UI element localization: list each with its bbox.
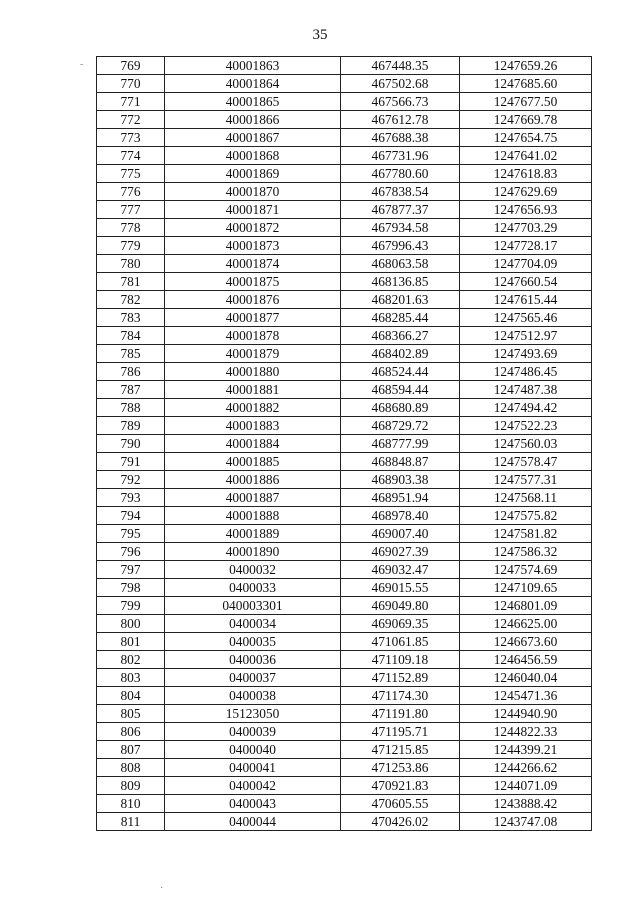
row-number-cell: 804 (97, 687, 165, 705)
point-id-cell: 0400042 (165, 777, 341, 795)
point-id-cell: 40001864 (165, 75, 341, 93)
page-number: 35 (312, 27, 328, 43)
row-number-cell: 785 (97, 345, 165, 363)
row-number-cell: 774 (97, 147, 165, 165)
point-id-cell: 0400041 (165, 759, 341, 777)
table-body (97, 57, 592, 831)
row-number-cell: 808 (97, 759, 165, 777)
y-coordinate-cell: 1246625.00 (460, 615, 592, 633)
y-coordinate-cell: 1247487.38 (460, 381, 592, 399)
point-id-cell: 0400044 (165, 813, 341, 831)
row-number-cell: 784 (97, 327, 165, 345)
point-id-cell: 40001878 (165, 327, 341, 345)
x-coordinate-cell: 468136.85 (341, 273, 460, 291)
y-coordinate-cell: 1243747.08 (460, 813, 592, 831)
table-row (97, 417, 592, 435)
table-row (97, 795, 592, 813)
x-coordinate-cell: 467612.78 (341, 111, 460, 129)
x-coordinate-cell: 469007.40 (341, 525, 460, 543)
y-coordinate-cell: 1247577.31 (460, 471, 592, 489)
scan-mark: · (160, 883, 164, 894)
x-coordinate-cell: 467731.96 (341, 147, 460, 165)
x-coordinate-cell: 468680.89 (341, 399, 460, 417)
point-id-cell: 0400038 (165, 687, 341, 705)
x-coordinate-cell: 469027.39 (341, 543, 460, 561)
row-number-cell: 788 (97, 399, 165, 417)
table-row (97, 723, 592, 741)
row-number-cell: 779 (97, 237, 165, 255)
table-row (97, 219, 592, 237)
y-coordinate-cell: 1247703.29 (460, 219, 592, 237)
point-id-cell: 40001881 (165, 381, 341, 399)
x-coordinate-cell: 467877.37 (341, 201, 460, 219)
point-id-cell: 0400032 (165, 561, 341, 579)
x-coordinate-cell: 469049.80 (341, 597, 460, 615)
table-row (97, 471, 592, 489)
row-number-cell: 778 (97, 219, 165, 237)
table-row (97, 543, 592, 561)
x-coordinate-cell: 468201.63 (341, 291, 460, 309)
table-row (97, 597, 592, 615)
table-row (97, 183, 592, 201)
table-row (97, 705, 592, 723)
point-id-cell: 40001870 (165, 183, 341, 201)
x-coordinate-cell: 470921.83 (341, 777, 460, 795)
row-number-cell: 777 (97, 201, 165, 219)
point-id-cell: 0400034 (165, 615, 341, 633)
table-row (97, 93, 592, 111)
row-number-cell: 771 (97, 93, 165, 111)
y-coordinate-cell: 1247704.09 (460, 255, 592, 273)
y-coordinate-cell: 1247629.69 (460, 183, 592, 201)
row-number-cell: 786 (97, 363, 165, 381)
point-id-cell: 40001874 (165, 255, 341, 273)
row-number-cell: 790 (97, 435, 165, 453)
x-coordinate-cell: 471152.89 (341, 669, 460, 687)
row-number-cell: 798 (97, 579, 165, 597)
x-coordinate-cell: 471191.80 (341, 705, 460, 723)
x-coordinate-cell: 467780.60 (341, 165, 460, 183)
x-coordinate-cell: 471174.30 (341, 687, 460, 705)
x-coordinate-cell: 468285.44 (341, 309, 460, 327)
table-row (97, 399, 592, 417)
x-coordinate-cell: 469032.47 (341, 561, 460, 579)
table-row (97, 165, 592, 183)
point-id-cell: 40001871 (165, 201, 341, 219)
point-id-cell: 40001877 (165, 309, 341, 327)
x-coordinate-cell: 467688.38 (341, 129, 460, 147)
x-coordinate-cell: 470426.02 (341, 813, 460, 831)
x-coordinate-cell: 468063.58 (341, 255, 460, 273)
table-row (97, 435, 592, 453)
point-id-cell: 040003301 (165, 597, 341, 615)
point-id-cell: 40001887 (165, 489, 341, 507)
x-coordinate-cell: 468524.44 (341, 363, 460, 381)
y-coordinate-cell: 1247656.93 (460, 201, 592, 219)
y-coordinate-cell: 1244399.21 (460, 741, 592, 759)
row-number-cell: 783 (97, 309, 165, 327)
point-id-cell: 40001869 (165, 165, 341, 183)
row-number-cell: 782 (97, 291, 165, 309)
y-coordinate-cell: 1247669.78 (460, 111, 592, 129)
y-coordinate-cell: 1247574.69 (460, 561, 592, 579)
y-coordinate-cell: 1247677.50 (460, 93, 592, 111)
x-coordinate-cell: 468903.38 (341, 471, 460, 489)
point-id-cell: 0400036 (165, 651, 341, 669)
y-coordinate-cell: 1247641.02 (460, 147, 592, 165)
point-id-cell: 40001865 (165, 93, 341, 111)
y-coordinate-cell: 1247568.11 (460, 489, 592, 507)
table-row (97, 651, 592, 669)
table-row (97, 579, 592, 597)
x-coordinate-cell: 468848.87 (341, 453, 460, 471)
y-coordinate-cell: 1247615.44 (460, 291, 592, 309)
x-coordinate-cell: 467566.73 (341, 93, 460, 111)
point-id-cell: 40001873 (165, 237, 341, 255)
y-coordinate-cell: 1246673.60 (460, 633, 592, 651)
y-coordinate-cell: 1247685.60 (460, 75, 592, 93)
x-coordinate-cell: 468402.89 (341, 345, 460, 363)
table-row (97, 201, 592, 219)
point-id-cell: 40001880 (165, 363, 341, 381)
point-id-cell: 40001884 (165, 435, 341, 453)
row-number-cell: 770 (97, 75, 165, 93)
scan-mark: ˜ (80, 63, 84, 74)
row-number-cell: 799 (97, 597, 165, 615)
point-id-cell: 40001876 (165, 291, 341, 309)
row-number-cell: 769 (97, 57, 165, 75)
table-row (97, 147, 592, 165)
point-id-cell: 40001890 (165, 543, 341, 561)
y-coordinate-cell: 1247578.47 (460, 453, 592, 471)
x-coordinate-cell: 467934.58 (341, 219, 460, 237)
table-row (97, 345, 592, 363)
row-number-cell: 797 (97, 561, 165, 579)
table-row (97, 687, 592, 705)
y-coordinate-cell: 1247493.69 (460, 345, 592, 363)
row-number-cell: 773 (97, 129, 165, 147)
y-coordinate-cell: 1245471.36 (460, 687, 592, 705)
x-coordinate-cell: 471253.86 (341, 759, 460, 777)
table-row (97, 489, 592, 507)
row-number-cell: 789 (97, 417, 165, 435)
x-coordinate-cell: 470605.55 (341, 795, 460, 813)
table-row (97, 129, 592, 147)
point-id-cell: 40001886 (165, 471, 341, 489)
row-number-cell: 803 (97, 669, 165, 687)
point-id-cell: 15123050 (165, 705, 341, 723)
y-coordinate-cell: 1247109.65 (460, 579, 592, 597)
row-number-cell: 805 (97, 705, 165, 723)
x-coordinate-cell: 467448.35 (341, 57, 460, 75)
point-id-cell: 40001888 (165, 507, 341, 525)
y-coordinate-cell: 1246801.09 (460, 597, 592, 615)
point-id-cell: 0400043 (165, 795, 341, 813)
table-row (97, 813, 592, 831)
point-id-cell: 0400033 (165, 579, 341, 597)
table-row (97, 777, 592, 795)
y-coordinate-cell: 1246040.04 (460, 669, 592, 687)
y-coordinate-cell: 1244071.09 (460, 777, 592, 795)
row-number-cell: 772 (97, 111, 165, 129)
point-id-cell: 40001863 (165, 57, 341, 75)
point-id-cell: 40001867 (165, 129, 341, 147)
x-coordinate-cell: 471215.85 (341, 741, 460, 759)
row-number-cell: 787 (97, 381, 165, 399)
x-coordinate-cell: 467996.43 (341, 237, 460, 255)
point-id-cell: 40001879 (165, 345, 341, 363)
row-number-cell: 801 (97, 633, 165, 651)
point-id-cell: 0400037 (165, 669, 341, 687)
table-row (97, 273, 592, 291)
table-row (97, 741, 592, 759)
table-row (97, 507, 592, 525)
point-id-cell: 40001883 (165, 417, 341, 435)
row-number-cell: 775 (97, 165, 165, 183)
row-number-cell: 794 (97, 507, 165, 525)
table-row (97, 363, 592, 381)
row-number-cell: 792 (97, 471, 165, 489)
x-coordinate-cell: 468978.40 (341, 507, 460, 525)
y-coordinate-cell: 1247494.42 (460, 399, 592, 417)
y-coordinate-cell: 1247575.82 (460, 507, 592, 525)
table-row (97, 255, 592, 273)
x-coordinate-cell: 468729.72 (341, 417, 460, 435)
table-row (97, 525, 592, 543)
table-row (97, 615, 592, 633)
row-number-cell: 780 (97, 255, 165, 273)
y-coordinate-cell: 1247565.46 (460, 309, 592, 327)
table-row (97, 633, 592, 651)
x-coordinate-cell: 468777.99 (341, 435, 460, 453)
point-id-cell: 40001872 (165, 219, 341, 237)
point-id-cell: 40001885 (165, 453, 341, 471)
x-coordinate-cell: 467838.54 (341, 183, 460, 201)
point-id-cell: 40001875 (165, 273, 341, 291)
table-row (97, 561, 592, 579)
table-row (97, 237, 592, 255)
table-row (97, 291, 592, 309)
y-coordinate-cell: 1247581.82 (460, 525, 592, 543)
row-number-cell: 795 (97, 525, 165, 543)
y-coordinate-cell: 1247560.03 (460, 435, 592, 453)
x-coordinate-cell: 468594.44 (341, 381, 460, 399)
y-coordinate-cell: 1247654.75 (460, 129, 592, 147)
table-row (97, 453, 592, 471)
point-id-cell: 0400035 (165, 633, 341, 651)
point-id-cell: 0400039 (165, 723, 341, 741)
x-coordinate-cell: 469015.55 (341, 579, 460, 597)
x-coordinate-cell: 469069.35 (341, 615, 460, 633)
y-coordinate-cell: 1244822.33 (460, 723, 592, 741)
x-coordinate-cell: 467502.68 (341, 75, 460, 93)
row-number-cell: 791 (97, 453, 165, 471)
y-coordinate-cell: 1247728.17 (460, 237, 592, 255)
row-number-cell: 811 (97, 813, 165, 831)
table-row (97, 57, 592, 75)
table-row (97, 327, 592, 345)
table-row (97, 75, 592, 93)
row-number-cell: 776 (97, 183, 165, 201)
row-number-cell: 796 (97, 543, 165, 561)
y-coordinate-cell: 1244940.90 (460, 705, 592, 723)
x-coordinate-cell: 471061.85 (341, 633, 460, 651)
row-number-cell: 800 (97, 615, 165, 633)
row-number-cell: 806 (97, 723, 165, 741)
y-coordinate-cell: 1244266.62 (460, 759, 592, 777)
x-coordinate-cell: 468951.94 (341, 489, 460, 507)
table-row (97, 381, 592, 399)
table-row (97, 759, 592, 777)
x-coordinate-cell: 471109.18 (341, 651, 460, 669)
y-coordinate-cell: 1247522.23 (460, 417, 592, 435)
point-id-cell: 40001889 (165, 525, 341, 543)
point-id-cell: 40001882 (165, 399, 341, 417)
y-coordinate-cell: 1247586.32 (460, 543, 592, 561)
point-id-cell: 0400040 (165, 741, 341, 759)
table-row (97, 309, 592, 327)
y-coordinate-cell: 1246456.59 (460, 651, 592, 669)
row-number-cell: 793 (97, 489, 165, 507)
point-id-cell: 40001868 (165, 147, 341, 165)
y-coordinate-cell: 1247618.83 (460, 165, 592, 183)
row-number-cell: 809 (97, 777, 165, 795)
x-coordinate-cell: 468366.27 (341, 327, 460, 345)
y-coordinate-cell: 1247512.97 (460, 327, 592, 345)
x-coordinate-cell: 471195.71 (341, 723, 460, 741)
y-coordinate-cell: 1243888.42 (460, 795, 592, 813)
point-id-cell: 40001866 (165, 111, 341, 129)
coordinates-table (96, 56, 592, 831)
row-number-cell: 807 (97, 741, 165, 759)
table-row (97, 669, 592, 687)
row-number-cell: 781 (97, 273, 165, 291)
y-coordinate-cell: 1247486.45 (460, 363, 592, 381)
row-number-cell: 810 (97, 795, 165, 813)
y-coordinate-cell: 1247660.54 (460, 273, 592, 291)
y-coordinate-cell: 1247659.26 (460, 57, 592, 75)
table-row (97, 111, 592, 129)
row-number-cell: 802 (97, 651, 165, 669)
